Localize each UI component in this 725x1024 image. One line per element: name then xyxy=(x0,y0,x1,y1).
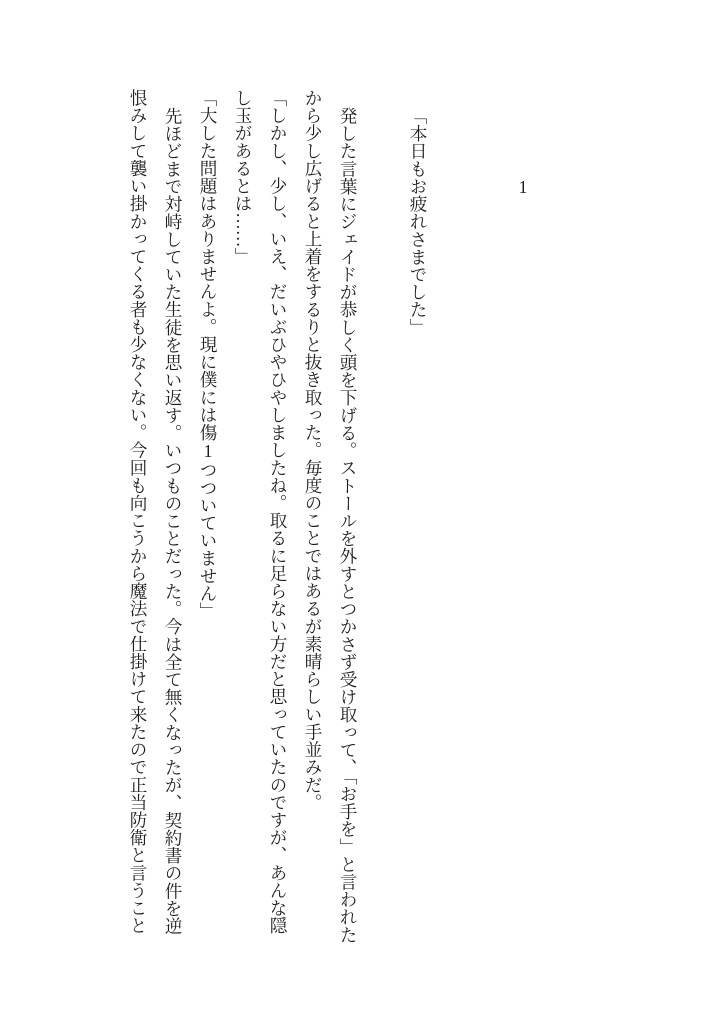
text-line-dialogue: 「しかし、少し、いえ、だいぶひやひやしましたね。取るに足らない方だと思っていたのですが、あんな隠 xyxy=(268,89,288,935)
upright-digit: 1 xyxy=(513,177,533,197)
blank-line xyxy=(470,89,505,934)
text-line-narration: 先ほどまで対峙していた生徒を思い返す。いつものことだった。今は全て無くなったが、契約書の件を逆 xyxy=(163,106,183,935)
chapter-number xyxy=(505,89,540,934)
text-line-narration-continued: 恨みして襲い掛かってくる者も少なくない。今回も向こうから魔法で仕掛けて来たので正当防衛と言うこと xyxy=(128,89,148,935)
text-line-dialogue: 「本日もお疲れさまでした」 xyxy=(408,106,428,336)
text-line-dialogue-continued: し玉があるとは……」 xyxy=(233,89,253,266)
text-line-narration: 発した言葉にジェイドが恭しく頭を下げる。ストールを外すとつかさず受け取って、「お手を」と言われた xyxy=(338,106,358,944)
upright-digit: 1 xyxy=(198,441,218,462)
blank-line xyxy=(365,89,400,934)
text-line-narration-continued: から少し広げると上着をするりと抜き取った。毎度のことではあるが素晴らしい手並みだ。 xyxy=(303,89,323,811)
text-line-dialogue: 「大した問題はありませんよ。現に僕には傷1つついていません」 xyxy=(198,89,218,620)
page-text xyxy=(120,89,540,944)
blank-line xyxy=(435,89,470,934)
